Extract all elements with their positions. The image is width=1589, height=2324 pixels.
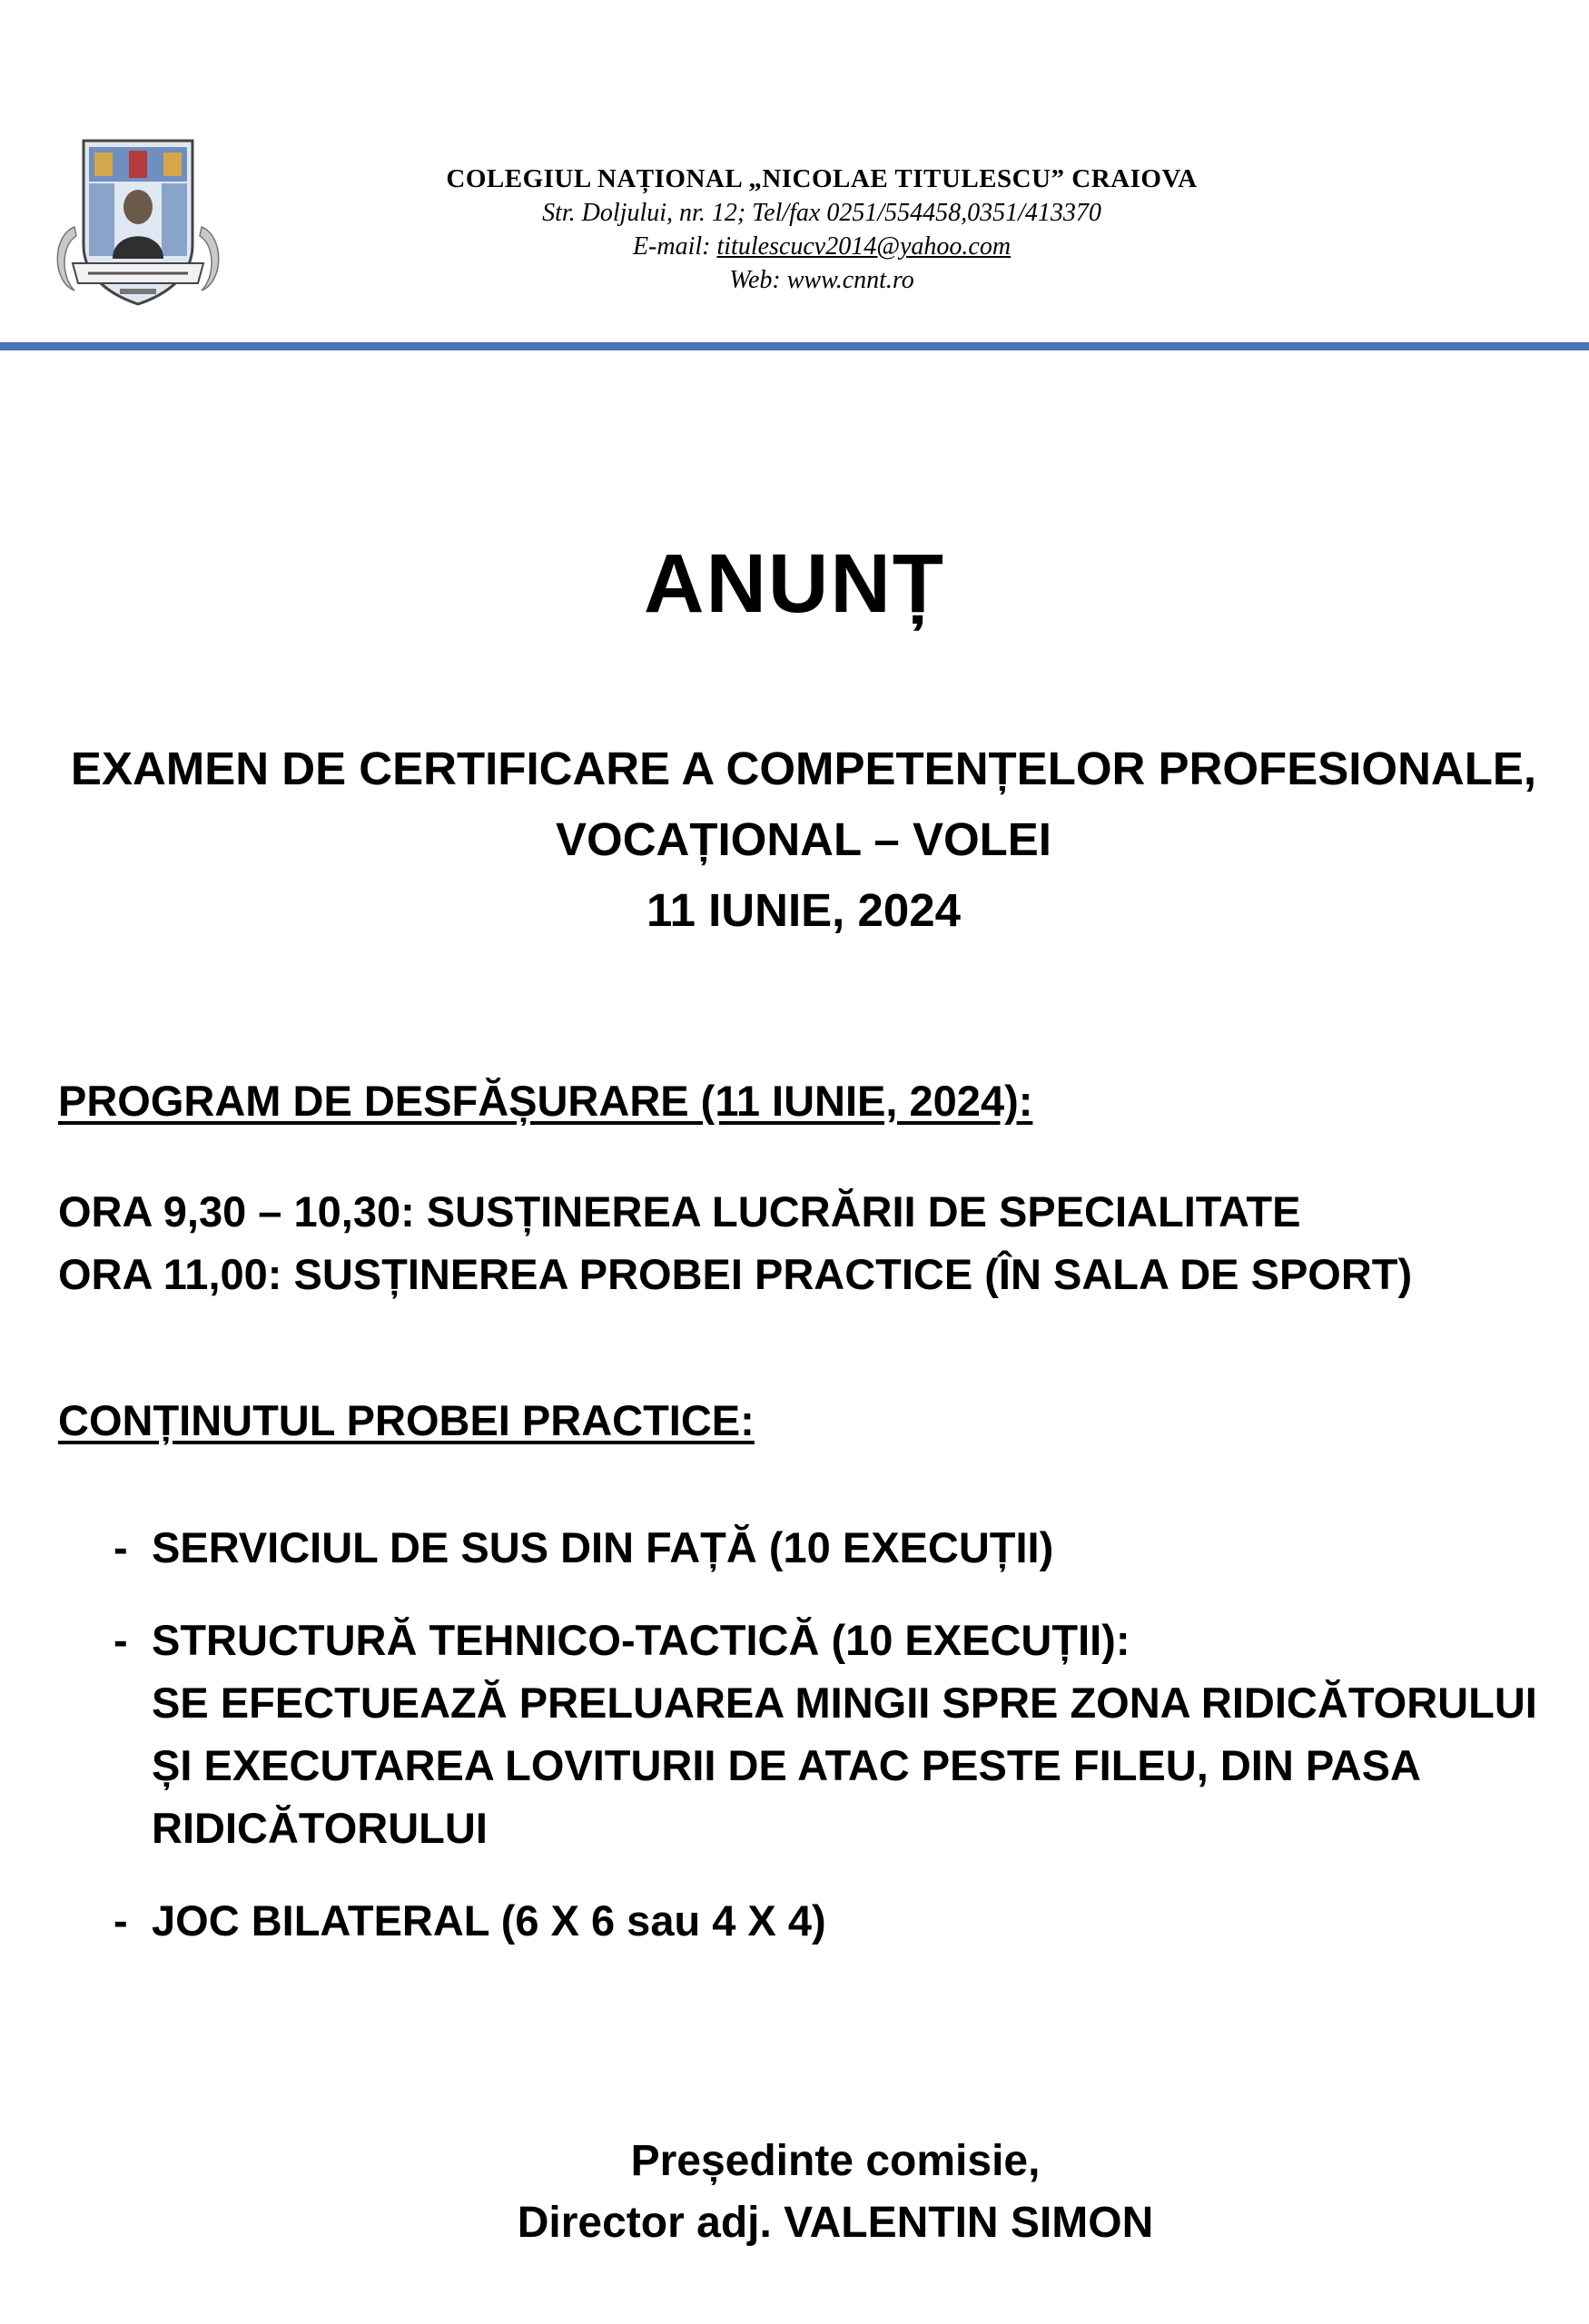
schedule-list: [58, 1180, 1412, 1305]
signature-role: Președinte comisie,: [630, 2137, 1041, 2185]
list-item: [114, 1516, 1566, 1579]
list-item-line: JOC BILATERAL (6 X 6 sau 4 X 4): [152, 1896, 826, 1945]
page-title: ANUNȚ: [644, 537, 945, 630]
institution-name: COLEGIUL NAȚIONAL „NICOLAE TITULESCU” CRAIOVA: [446, 164, 1198, 193]
email-line: [300, 230, 1344, 263]
list-item: [114, 1609, 1566, 1859]
program-heading: [58, 1076, 1032, 1126]
subtitle-line-1: EXAMEN DE CERTIFICARE A COMPETENȚELOR PROFESIONALE,: [70, 743, 1537, 794]
list-item-line: RIDICĂTORULUI: [152, 1804, 488, 1852]
content-heading: [58, 1395, 755, 1445]
subtitle-line-3: 11 IUNIE, 2024: [646, 884, 961, 936]
subtitle-line-2: VOCAȚIONAL – VOLEI: [556, 813, 1051, 865]
school-crest-icon: [47, 127, 229, 318]
header-divider: [0, 342, 1589, 350]
email-label: E-mail:: [632, 232, 717, 261]
list-dash: -: [114, 1523, 128, 1571]
web-line: Web: www.cnnt.ro: [729, 266, 914, 294]
schedule-line: ORA 11,00: SUSȚINEREA PROBEI PRACTICE (ÎN SALA DE SPORT): [58, 1250, 1413, 1298]
list-item-line: SERVICIUL DE SUS DIN FAȚĂ (10 EXECUȚII): [152, 1523, 1054, 1571]
email-link[interactable]: titulescucv2014@yahoo.com: [716, 232, 1012, 261]
list-item: [114, 1889, 1566, 1952]
letterhead: [300, 162, 1344, 297]
content-heading-text: CONȚINUTUL PROBEI PRACTICE:: [58, 1396, 755, 1444]
program-heading-text: PROGRAM DE DESFĂȘURARE (11 IUNIE, 2024):: [58, 1077, 1033, 1125]
signature-name: Director adj. VALENTIN SIMON: [517, 2199, 1154, 2247]
list-dash: -: [114, 1896, 128, 1945]
schedule-line: ORA 9,30 – 10,30: SUSȚINEREA LUCRĂRII DE SPECIALITATE: [58, 1187, 1301, 1236]
signature-block: [0, 2131, 1589, 2254]
list-item-line: SE EFECTUEAZĂ PRELUAREA MINGII SPRE ZONA RIDICĂTORULUI: [152, 1679, 1537, 1727]
list-item-line: STRUCTURĂ TEHNICO-TACTICĂ (10 EXECUȚII):: [152, 1616, 1130, 1664]
list-item-line: ȘI EXECUTAREA LOVITURII DE ATAC PESTE FILEU, DIN PASA: [152, 1741, 1421, 1789]
exam-subtitle: [27, 734, 1580, 946]
institution-address: Str. Doljului, nr. 12; Tel/fax 0251/554458,0351/413370: [542, 199, 1101, 227]
list-dash: -: [114, 1616, 128, 1664]
practical-test-list: [114, 1516, 1566, 1982]
